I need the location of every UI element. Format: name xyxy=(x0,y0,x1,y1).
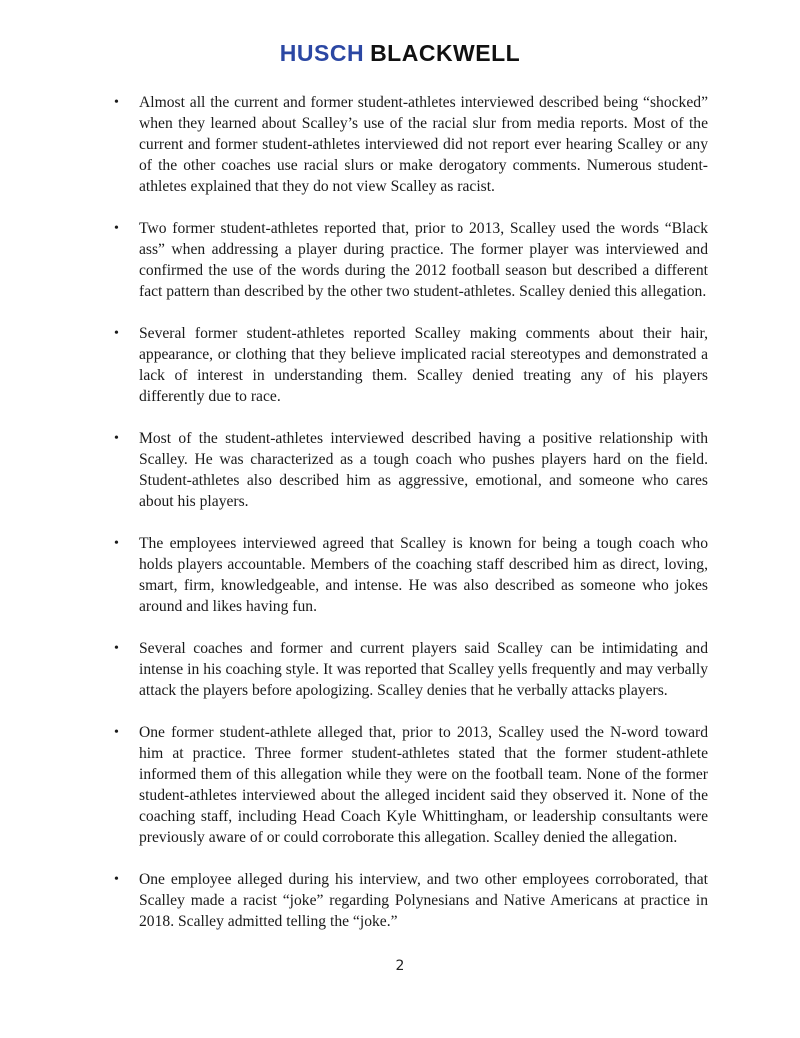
bullet-item xyxy=(114,92,708,197)
bullet-text: One employee alleged during his interview, and two other employees corroborated, that Scalley made a racist “joke” regarding Polynesians and Native Americans at practice in 2018. Scalley admitted telling the “joke.” xyxy=(139,871,708,930)
bullet-text: Two former student-athletes reported that, prior to 2013, Scalley used the words “Black ass” when addressing a player during practice. The former player was interviewed and confirmed the use of the words during the 2012 football season but described a different fact pattern than described by the other two student-athletes. Scalley denied this allegation. xyxy=(139,220,708,300)
bullet-icon: • xyxy=(114,95,119,110)
bullet-text: Almost all the current and former student-athletes interviewed described being “shocked” when they learned about Scalley’s use of the racial slur from media reports. Most of the current and former student-athletes interviewed did not report ever hearing Scalley or any of the other coaches use racial slurs or make derogatory comments. Numerous student-athletes explained that they do not view Scalley as racist. xyxy=(139,94,708,195)
bullet-icon: • xyxy=(114,221,119,236)
bullet-icon: • xyxy=(114,725,119,740)
bullet-item xyxy=(114,428,708,512)
bullet-item xyxy=(114,722,708,848)
bullet-list xyxy=(114,92,708,953)
logo-blackwell: BLACKWELL xyxy=(370,40,521,66)
bullet-icon: • xyxy=(114,536,119,551)
bullet-icon: • xyxy=(114,326,119,341)
bullet-item xyxy=(114,533,708,617)
bullet-text: Several former student-athletes reported Scalley making comments about their hair, appearance, or clothing that they believe implicated racial stereotypes and demonstrated a lack of interest in understanding them. Scalley denied treating any of his players differently due to race. xyxy=(139,325,708,405)
bullet-item xyxy=(114,218,708,302)
bullet-text: Most of the student-athletes interviewed described having a positive relationship with Scalley. He was characterized as a tough coach who pushes players hard on the field. Student-athletes also described him as aggressive, emotional, and someone who cares about his players. xyxy=(139,430,708,510)
bullet-icon: • xyxy=(114,641,119,656)
bullet-item xyxy=(114,638,708,701)
bullet-icon: • xyxy=(114,431,119,446)
bullet-item xyxy=(114,323,708,407)
husch-blackwell-logo xyxy=(0,40,800,67)
bullet-text: The employees interviewed agreed that Scalley is known for being a tough coach who holds players accountable. Members of the coaching staff described him as direct, loving, smart, firm, knowledgeable, and intense. He was also described as someone who jokes around and likes having fun. xyxy=(139,535,708,615)
bullet-icon: • xyxy=(114,872,119,887)
bullet-text: Several coaches and former and current players said Scalley can be intimidating and intense in his coaching style. It was reported that Scalley yells frequently and may verbally attack the players before apologizing. Scalley denies that he verbally attacks players. xyxy=(139,640,708,699)
bullet-item xyxy=(114,869,708,932)
logo-husch: HUSCH xyxy=(279,40,365,66)
bullet-text: One former student-athlete alleged that, prior to 2013, Scalley used the N-word toward him at practice. Three former student-athletes stated that the former student-athlete informed them of this allegation while they were on the football team. None of the former student-athletes interviewed about the alleged incident said they observed it. None of the coaching staff, including Head Coach Kyle Whittingham, or leadership consultants were previously aware of or could corroborate this allegation. Scalley denied the allegation. xyxy=(139,724,708,846)
page-number: 2 xyxy=(395,958,405,974)
